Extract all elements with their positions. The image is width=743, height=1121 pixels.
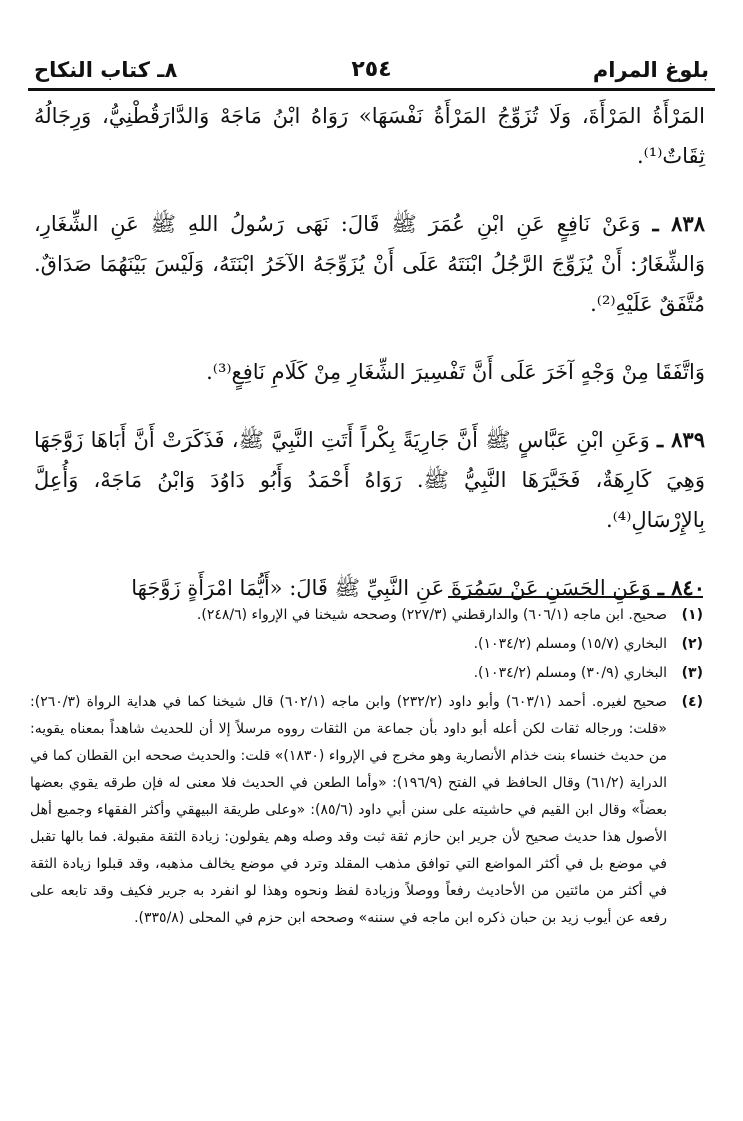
footnote-number: (١) bbox=[681, 607, 703, 623]
footnote-text: البخاري (٣٠/٩) ومسلم (١٠٣٤/٢). bbox=[473, 665, 667, 681]
hadith-838-addendum: وَاتَّفَقَا مِنْ وَجْهٍ آخَرَ عَلَى أَنَّ تَفْسِيرَ الشِّغَارِ مِنْ كَلَامِ نَافِعٍ⁽³⁾. bbox=[206, 360, 705, 384]
footnotes bbox=[30, 602, 703, 932]
footnote-number: (٣) bbox=[681, 665, 703, 681]
hadith-number: ٨٣٨ ـ bbox=[652, 211, 705, 236]
footnote-text: صحيح. ابن ماجه (٦٠٦/١) والدارقطني (٢٢٧/٣) وصححه شيخنا في الإرواء (٢٤٨/٦). bbox=[196, 607, 667, 623]
chapter-title: ٨ـ كتاب النكاح bbox=[34, 58, 178, 82]
hadith-text: وَعَنِ ابْنِ عَبَّاسٍ ﷺ أَنَّ جَارِيَةً بِكْراً أَتَتِ النَّبِيَّ ﷺ، فَذَكَرَتْ أَنَّ أَبَاهَا زَوَّجَهَا وَهِيَ كَارِهَةٌ، فَخَيَّرَهَا النَّبِيُّ ﷺ. رَوَاهُ أَحْمَدُ وَأَبُو دَاوُدَ وَابْنُ مَاجَهْ، وَأُعِلَّ بِالإِرْسَالِ⁽⁴⁾. bbox=[34, 428, 705, 532]
hadith-839 bbox=[34, 420, 705, 540]
paragraph-continuation: المَرْأَةُ المَرْأَةَ، وَلَا تُزَوِّجُ المَرْأَةُ نَفْسَهَا» رَوَاهُ ابْنُ مَاجَهْ وَالدَّارَقُطْنِيُّ، وَرِجَالُهُ ثِقَاتٌ⁽¹⁾. bbox=[34, 104, 705, 168]
footnote bbox=[30, 689, 703, 932]
hadith-text: وَعَنِ الحَسَنِ عَنْ سَمُرَةَ عَنِ النَّبِيِّ ﷺ قَالَ: «أَيُّمَا امْرَأَةٍ زَوَّجَهَا bbox=[131, 576, 651, 600]
hadith-text: وَعَنْ نَافِعٍ عَنِ ابْنِ عُمَرَ ﷺ قَالَ: نَهَى رَسُولُ اللهِ ﷺ عَنِ الشِّغَارِ، وَالشِّغَارُ: أَنْ يُزَوِّجَ الرَّجُلُ ابْنَتَهُ عَلَى أَنْ يُزَوِّجَهُ الآخَرُ ابْنَتَهُ، وَلَيْسَ بَيْنَهُمَا صَدَاقٌ. مُتَّفَقٌ عَلَيْهِ⁽²⁾. bbox=[34, 212, 705, 316]
footnote-divider bbox=[448, 596, 703, 598]
main-text bbox=[34, 96, 705, 608]
footnote bbox=[30, 602, 703, 629]
hadith-number: ٨٤٠ ـ bbox=[657, 575, 705, 600]
hadith-838 bbox=[34, 204, 705, 324]
page-header bbox=[28, 52, 715, 88]
hadith-number: ٨٣٩ ـ bbox=[657, 427, 705, 452]
book-title: بلوغ المرام bbox=[592, 58, 709, 82]
page-number: ٢٥٤ bbox=[351, 57, 392, 82]
footnote bbox=[30, 631, 703, 658]
footnote-text: البخاري (١٥/٧) ومسلم (١٠٣٤/٢). bbox=[473, 636, 667, 652]
footnote bbox=[30, 660, 703, 687]
footnote-text: صحيح لغيره. أحمد (٦٠٣/١) وأبو داود (٢٣٢/٢) وابن ماجه (٦٠٢/١) قال شيخنا كما في هداية الرواة (٢٦٠/٣): «قلت: ورجاله ثقات لكن أعله أبو داود بأن جماعة من الثقات رووه مرسلاً إلا أن للحديث شاهداً بمعناه يقويه: من حديث خنساء بنت خذام الأنصارية وهو مخرج في الإرواء (١٨٣٠)» قلت: والحديث صححه ابن القطان كما في الدراية (٦١/٢) وقال الحافظ في الفتح (١٩٦/٩): «وأما الطعن في الحديث فلا معنى له فإن طرقه يقوي بعضها بعضاً» وقال ابن القيم في حاشيته على سنن أبي داود (٨٥/٦): «وعلى طريقة البيهقي وأكثر الفقهاء وجميع أهل الأصول هذا حديث صحيح لأن جرير ابن حازم ثقة ثبت وقد وصله وهم يقولون: زيادة الثقة مقبولة. فما بالها تقبل في موضع بل في أكثر المواضع التي توافق مذهب المقلد وترد في موضع يخالف مذهبه، وقد قبلوا زيادة الثقة في أكثر من مائتين من الأحاديث رفعاً ووصلاً وزيادة لفظ ونحوه وهذا لو انفرد به جرير فكيف وقد تابعه على رفعه عن أيوب زيد بن حبان ذكره ابن ماجه في سننه» وصححه ابن حزم في المحلى (٣٣٥/٨). bbox=[30, 694, 668, 926]
footnote-number: (٢) bbox=[681, 636, 703, 652]
header-divider bbox=[28, 88, 715, 91]
footnote-number: (٤) bbox=[681, 694, 703, 710]
